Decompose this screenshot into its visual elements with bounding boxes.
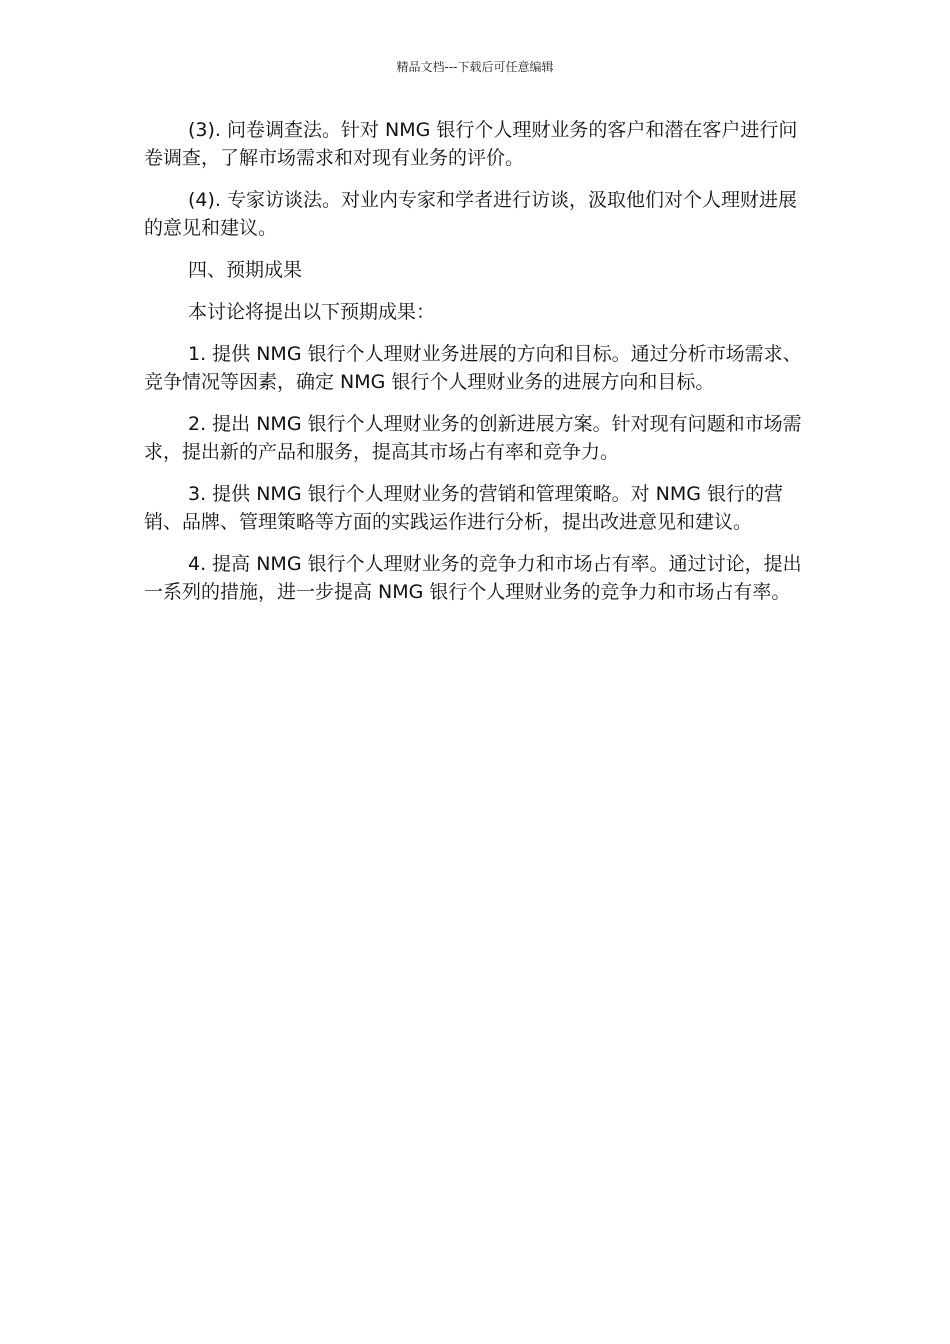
expected-result-item-3: 3. 提供 NMG 银行个人理财业务的营销和管理策略。对 NMG 银行的营销、品牌、管理策略等方面的实践运作进行分析，提出改进意见和建议。: [144, 483, 783, 533]
page-header: 精品文档---下载后可任意编辑: [396, 60, 554, 74]
expected-result-item-1: 1. 提供 NMG 银行个人理财业务进展的方向和目标。通过分析市场需求、竞争情况等因素，确定 NMG 银行个人理财业务的进展方向和目标。: [144, 343, 802, 393]
document-body: [144, 116, 812, 620]
expected-result-item-2: 2. 提出 NMG 银行个人理财业务的创新进展方案。针对现有问题和市场需求，提出新的产品和服务，提高其市场占有率和竞争力。: [144, 413, 802, 463]
section-heading-expected-results: 四、预期成果: [188, 259, 303, 281]
expected-results-intro: 本讨论将提出以下预期成果：: [188, 301, 436, 323]
expected-result-item-4: 4. 提高 NMG 银行个人理财业务的竞争力和市场占有率。通过讨论，提出一系列的措施，进一步提高 NMG 银行个人理财业务的竞争力和市场占有率。: [144, 553, 802, 603]
method-questionnaire-paragraph: (3). 问卷调查法。针对 NMG 银行个人理财业务的客户和潜在客户进行问卷调查，了解市场需求和对现有业务的评价。: [144, 119, 798, 169]
method-expert-interview-paragraph: (4). 专家访谈法。对业内专家和学者进行访谈，汲取他们对个人理财进展的意见和建议。: [144, 189, 797, 239]
